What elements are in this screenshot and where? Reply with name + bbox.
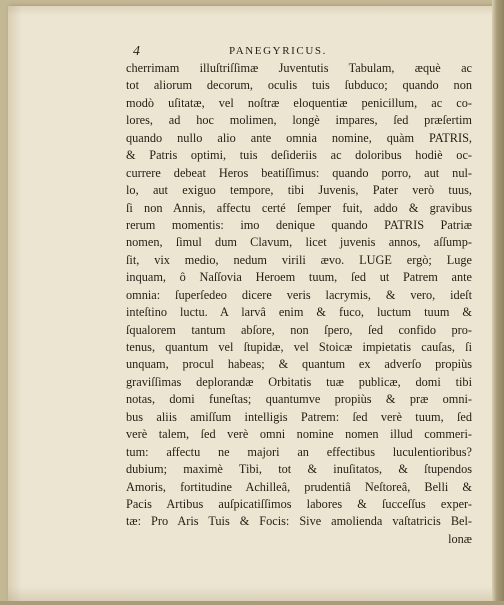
text-line: omnia: ſuperſedeo dicere veris lacrymis, & vero, ideſt xyxy=(126,287,472,302)
text-line: lonæ xyxy=(448,531,472,546)
text-line: modò uſitatæ, vel noſtræ eloquentiæ penicillum, ac co- xyxy=(126,95,472,110)
text-line: rerum momentis: imo denique quando PATRIS Patriæ xyxy=(126,217,472,232)
text-line: nomen, ſimul dum Clavum, licet juvenis annos, aſſump- xyxy=(126,235,472,250)
text-line: tum: affectu ne majori an effectibus luculentioribus? xyxy=(126,444,472,459)
page-edge-shadow xyxy=(492,0,504,605)
text-line: quando nullo alio ante omnia nomine, quàm PATRIS, xyxy=(126,130,472,145)
text-line: ſi non Annis, affectu certé ſemper fuit, addo & gravibus xyxy=(126,200,472,215)
text-line: lores, ad hoc molimen, longè impares, ſed præſertim xyxy=(126,113,472,128)
text-line: Pacis Artibus auſpicatiſſimos labores & ſucceſſus exper- xyxy=(126,496,472,511)
page-bottom-edge xyxy=(0,601,504,605)
text-line: verè talem, ſed verè omni nomine nomen illud commeri- xyxy=(126,427,472,442)
running-head: PANEGYRICUS. xyxy=(229,45,327,57)
text-line: notas, domi funeſtas; quantumve propiùs & præ omni- xyxy=(126,392,472,407)
text-line: tenus, quantum vel ſtupidæ, vel Stoicæ impietatis cauſas, ſi xyxy=(126,340,472,354)
text-line: inquam, ô Naſſovia Heroem tuum, ſed ut Patrem ante xyxy=(126,270,472,285)
page-number: 4 xyxy=(133,44,140,59)
text-line: ſit, vix medio, nedum virili ævo. LUGE ergò; Luge xyxy=(126,252,472,267)
text-line: inteſtino luctu. A larvâ enim & fuco, luctum tuum & xyxy=(126,305,472,320)
text-line: ſqualorem tantum abſore, non ſpero, ſed confido pro- xyxy=(126,322,472,337)
text-line: & Patris optimi, tuis deſideriis ac doloribus hodiè oc- xyxy=(126,148,472,163)
text-line: bus aliis amiſſum intelligis Patrem: ſed verè tuum, ſed xyxy=(126,409,472,424)
text-line: cherrimam illuſtriſſimæ Juventutis Tabulam, æquè ac xyxy=(126,61,472,75)
text-line: unquam, procul habeas; & quantum ex adverſo propiùs xyxy=(126,357,472,372)
text-line: tæ: Pro Aris Tuis & Focis: Sive amolienda vaſtatricis Bel- xyxy=(126,514,472,529)
body-text xyxy=(126,60,472,548)
text-line: graviſſimas deplorandæ Orbitatis tuæ publicæ, domi tibi xyxy=(126,374,472,389)
text-line: currere debeat Heros beatiſſimus: quando porro, aut nul- xyxy=(126,165,472,180)
text-line: Amoris, fortitudine Achilleâ, prudentiâ Neſtoreâ, Belli & xyxy=(126,479,472,494)
text-line: lo, aut exiguo tempore, tibi Juvenis, Pater verò tuus, xyxy=(126,183,472,198)
text-line: tot aliorum decorum, oculis tuis ſubduco; quando non xyxy=(126,78,472,93)
text-line: dubium; maximè Tibi, tot & inuſitatos, & ſtupendos xyxy=(126,462,472,477)
